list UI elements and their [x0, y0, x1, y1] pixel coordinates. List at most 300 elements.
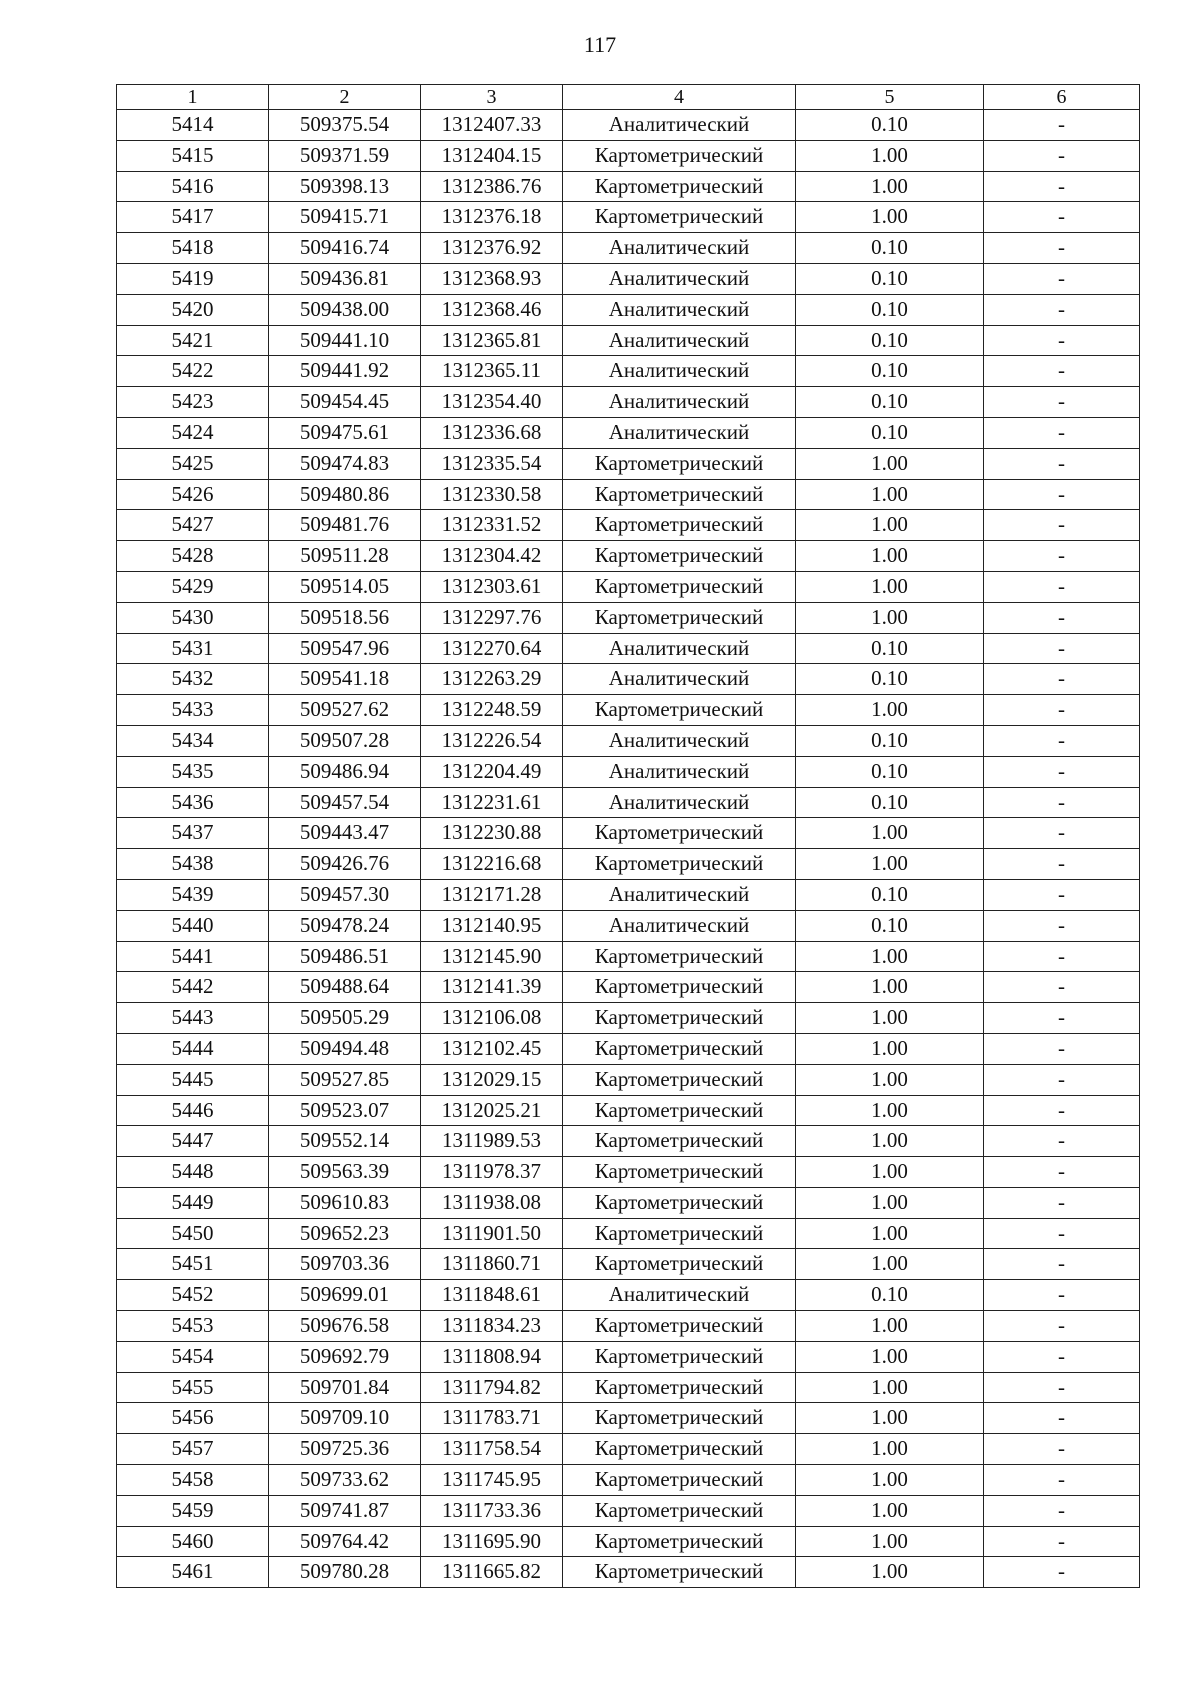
table-row — [117, 695, 1140, 726]
accuracy-cell: 0.10 — [796, 756, 984, 787]
accuracy-cell: 1.00 — [796, 1126, 984, 1157]
method-cell: Аналитический — [563, 417, 796, 448]
note-cell: - — [984, 941, 1140, 972]
note-cell: - — [984, 1557, 1140, 1588]
accuracy-cell: 0.10 — [796, 879, 984, 910]
y-coordinate-cell: 1312335.54 — [421, 448, 563, 479]
point-number-cell: 5459 — [117, 1495, 269, 1526]
method-cell: Картометрический — [563, 1157, 796, 1188]
method-cell: Картометрический — [563, 1495, 796, 1526]
note-cell: - — [984, 695, 1140, 726]
method-cell: Картометрический — [563, 1064, 796, 1095]
y-coordinate-cell: 1311808.94 — [421, 1341, 563, 1372]
note-cell: - — [984, 910, 1140, 941]
method-cell: Аналитический — [563, 325, 796, 356]
note-cell: - — [984, 387, 1140, 418]
accuracy-cell: 1.00 — [796, 1064, 984, 1095]
coordinates-table — [116, 84, 1140, 1588]
accuracy-cell: 1.00 — [796, 140, 984, 171]
note-cell: - — [984, 1526, 1140, 1557]
y-coordinate-cell: 1312270.64 — [421, 633, 563, 664]
note-cell: - — [984, 879, 1140, 910]
point-number-cell: 5417 — [117, 202, 269, 233]
table-row — [117, 1033, 1140, 1064]
accuracy-cell: 1.00 — [796, 510, 984, 541]
page-number: 117 — [583, 32, 617, 57]
y-coordinate-cell: 1312368.46 — [421, 294, 563, 325]
x-coordinate-cell: 509701.84 — [269, 1372, 421, 1403]
table-row — [117, 202, 1140, 233]
x-coordinate-cell: 509725.36 — [269, 1434, 421, 1465]
method-cell: Картометрический — [563, 1403, 796, 1434]
note-cell: - — [984, 1157, 1140, 1188]
method-cell: Аналитический — [563, 1280, 796, 1311]
y-coordinate-cell: 1311665.82 — [421, 1557, 563, 1588]
note-cell: - — [984, 1249, 1140, 1280]
point-number-cell: 5429 — [117, 571, 269, 602]
accuracy-cell: 1.00 — [796, 1434, 984, 1465]
table-row — [117, 1280, 1140, 1311]
point-number-cell: 5415 — [117, 140, 269, 171]
x-coordinate-cell: 509481.76 — [269, 510, 421, 541]
x-coordinate-cell: 509486.94 — [269, 756, 421, 787]
table-body — [117, 110, 1140, 1588]
method-cell: Аналитический — [563, 879, 796, 910]
point-number-cell: 5449 — [117, 1187, 269, 1218]
note-cell: - — [984, 633, 1140, 664]
y-coordinate-cell: 1312029.15 — [421, 1064, 563, 1095]
accuracy-cell: 0.10 — [796, 263, 984, 294]
method-cell: Аналитический — [563, 725, 796, 756]
note-cell: - — [984, 725, 1140, 756]
point-number-cell: 5444 — [117, 1033, 269, 1064]
method-cell: Аналитический — [563, 263, 796, 294]
y-coordinate-cell: 1312025.21 — [421, 1095, 563, 1126]
table-row — [117, 1095, 1140, 1126]
point-number-cell: 5458 — [117, 1465, 269, 1496]
x-coordinate-cell: 509457.30 — [269, 879, 421, 910]
accuracy-cell: 0.10 — [796, 387, 984, 418]
x-coordinate-cell: 509523.07 — [269, 1095, 421, 1126]
table-row — [117, 1126, 1140, 1157]
x-coordinate-cell: 509415.71 — [269, 202, 421, 233]
y-coordinate-cell: 1312376.18 — [421, 202, 563, 233]
y-coordinate-cell: 1311848.61 — [421, 1280, 563, 1311]
y-coordinate-cell: 1311758.54 — [421, 1434, 563, 1465]
point-number-cell: 5436 — [117, 787, 269, 818]
table-row — [117, 356, 1140, 387]
x-coordinate-cell: 509375.54 — [269, 110, 421, 141]
point-number-cell: 5433 — [117, 695, 269, 726]
accuracy-cell: 1.00 — [796, 1341, 984, 1372]
y-coordinate-cell: 1312304.42 — [421, 541, 563, 572]
note-cell: - — [984, 479, 1140, 510]
x-coordinate-cell: 509652.23 — [269, 1218, 421, 1249]
accuracy-cell: 0.10 — [796, 294, 984, 325]
method-cell: Картометрический — [563, 1095, 796, 1126]
point-number-cell: 5453 — [117, 1311, 269, 1342]
note-cell: - — [984, 1095, 1140, 1126]
x-coordinate-cell: 509416.74 — [269, 233, 421, 264]
x-coordinate-cell: 509552.14 — [269, 1126, 421, 1157]
y-coordinate-cell: 1312102.45 — [421, 1033, 563, 1064]
method-cell: Картометрический — [563, 1218, 796, 1249]
x-coordinate-cell: 509436.81 — [269, 263, 421, 294]
accuracy-cell: 0.10 — [796, 325, 984, 356]
x-coordinate-cell: 509511.28 — [269, 541, 421, 572]
note-cell: - — [984, 756, 1140, 787]
method-cell: Картометрический — [563, 171, 796, 202]
method-cell: Картометрический — [563, 941, 796, 972]
column-header-4: 4 — [563, 85, 796, 110]
table-row — [117, 387, 1140, 418]
coordinates-table-container — [116, 84, 1139, 1588]
method-cell: Картометрический — [563, 479, 796, 510]
point-number-cell: 5445 — [117, 1064, 269, 1095]
method-cell: Картометрический — [563, 1372, 796, 1403]
table-row — [117, 1003, 1140, 1034]
table-row — [117, 1064, 1140, 1095]
table-row — [117, 1465, 1140, 1496]
method-cell: Аналитический — [563, 233, 796, 264]
note-cell: - — [984, 417, 1140, 448]
x-coordinate-cell: 509764.42 — [269, 1526, 421, 1557]
note-cell: - — [984, 294, 1140, 325]
accuracy-cell: 1.00 — [796, 849, 984, 880]
note-cell: - — [984, 1126, 1140, 1157]
x-coordinate-cell: 509518.56 — [269, 602, 421, 633]
x-coordinate-cell: 509676.58 — [269, 1311, 421, 1342]
table-row — [117, 541, 1140, 572]
point-number-cell: 5430 — [117, 602, 269, 633]
accuracy-cell: 0.10 — [796, 233, 984, 264]
method-cell: Картометрический — [563, 140, 796, 171]
x-coordinate-cell: 509426.76 — [269, 849, 421, 880]
x-coordinate-cell: 509699.01 — [269, 1280, 421, 1311]
y-coordinate-cell: 1311860.71 — [421, 1249, 563, 1280]
accuracy-cell: 1.00 — [796, 1218, 984, 1249]
table-row — [117, 479, 1140, 510]
method-cell: Картометрический — [563, 1526, 796, 1557]
y-coordinate-cell: 1312171.28 — [421, 879, 563, 910]
x-coordinate-cell: 509703.36 — [269, 1249, 421, 1280]
y-coordinate-cell: 1312231.61 — [421, 787, 563, 818]
accuracy-cell: 1.00 — [796, 818, 984, 849]
point-number-cell: 5431 — [117, 633, 269, 664]
point-number-cell: 5456 — [117, 1403, 269, 1434]
point-number-cell: 5432 — [117, 664, 269, 695]
method-cell: Картометрический — [563, 448, 796, 479]
y-coordinate-cell: 1312331.52 — [421, 510, 563, 541]
note-cell: - — [984, 1280, 1140, 1311]
y-coordinate-cell: 1312140.95 — [421, 910, 563, 941]
note-cell: - — [984, 325, 1140, 356]
x-coordinate-cell: 509441.10 — [269, 325, 421, 356]
y-coordinate-cell: 1311989.53 — [421, 1126, 563, 1157]
x-coordinate-cell: 509610.83 — [269, 1187, 421, 1218]
table-row — [117, 1372, 1140, 1403]
table-row — [117, 263, 1140, 294]
x-coordinate-cell: 509780.28 — [269, 1557, 421, 1588]
column-header-6: 6 — [984, 85, 1140, 110]
column-header-3: 3 — [421, 85, 563, 110]
note-cell: - — [984, 787, 1140, 818]
x-coordinate-cell: 509474.83 — [269, 448, 421, 479]
accuracy-cell: 0.10 — [796, 910, 984, 941]
table-row — [117, 1526, 1140, 1557]
table-row — [117, 1311, 1140, 1342]
y-coordinate-cell: 1312330.58 — [421, 479, 563, 510]
point-number-cell: 5448 — [117, 1157, 269, 1188]
x-coordinate-cell: 509443.47 — [269, 818, 421, 849]
y-coordinate-cell: 1312145.90 — [421, 941, 563, 972]
method-cell: Аналитический — [563, 787, 796, 818]
point-number-cell: 5426 — [117, 479, 269, 510]
method-cell: Картометрический — [563, 571, 796, 602]
y-coordinate-cell: 1311783.71 — [421, 1403, 563, 1434]
column-header-1: 1 — [117, 85, 269, 110]
accuracy-cell: 1.00 — [796, 602, 984, 633]
table-header-row — [117, 85, 1140, 110]
table-row — [117, 417, 1140, 448]
table-row — [117, 510, 1140, 541]
note-cell: - — [984, 1218, 1140, 1249]
note-cell: - — [984, 1003, 1140, 1034]
point-number-cell: 5447 — [117, 1126, 269, 1157]
method-cell: Картометрический — [563, 1465, 796, 1496]
table-row — [117, 1341, 1140, 1372]
table-row — [117, 1403, 1140, 1434]
accuracy-cell: 1.00 — [796, 1249, 984, 1280]
method-cell: Картометрический — [563, 1311, 796, 1342]
table-row — [117, 1187, 1140, 1218]
x-coordinate-cell: 509527.85 — [269, 1064, 421, 1095]
note-cell: - — [984, 1403, 1140, 1434]
method-cell: Картометрический — [563, 1341, 796, 1372]
method-cell: Картометрический — [563, 1557, 796, 1588]
accuracy-cell: 1.00 — [796, 171, 984, 202]
method-cell: Картометрический — [563, 972, 796, 1003]
table-row — [117, 756, 1140, 787]
method-cell: Картометрический — [563, 541, 796, 572]
y-coordinate-cell: 1312141.39 — [421, 972, 563, 1003]
accuracy-cell: 1.00 — [796, 479, 984, 510]
y-coordinate-cell: 1312368.93 — [421, 263, 563, 294]
table-row — [117, 849, 1140, 880]
y-coordinate-cell: 1312248.59 — [421, 695, 563, 726]
note-cell: - — [984, 1465, 1140, 1496]
x-coordinate-cell: 509478.24 — [269, 910, 421, 941]
accuracy-cell: 1.00 — [796, 1311, 984, 1342]
table-row — [117, 1495, 1140, 1526]
note-cell: - — [984, 233, 1140, 264]
accuracy-cell: 0.10 — [796, 664, 984, 695]
accuracy-cell: 1.00 — [796, 448, 984, 479]
point-number-cell: 5427 — [117, 510, 269, 541]
point-number-cell: 5457 — [117, 1434, 269, 1465]
table-row — [117, 910, 1140, 941]
note-cell: - — [984, 202, 1140, 233]
table-row — [117, 664, 1140, 695]
point-number-cell: 5452 — [117, 1280, 269, 1311]
point-number-cell: 5425 — [117, 448, 269, 479]
method-cell: Картометрический — [563, 510, 796, 541]
point-number-cell: 5439 — [117, 879, 269, 910]
method-cell: Картометрический — [563, 1249, 796, 1280]
accuracy-cell: 1.00 — [796, 1403, 984, 1434]
table-row — [117, 633, 1140, 664]
point-number-cell: 5446 — [117, 1095, 269, 1126]
accuracy-cell: 1.00 — [796, 972, 984, 1003]
method-cell: Картометрический — [563, 818, 796, 849]
y-coordinate-cell: 1312297.76 — [421, 602, 563, 633]
note-cell: - — [984, 972, 1140, 1003]
point-number-cell: 5423 — [117, 387, 269, 418]
point-number-cell: 5420 — [117, 294, 269, 325]
point-number-cell: 5437 — [117, 818, 269, 849]
point-number-cell: 5421 — [117, 325, 269, 356]
point-number-cell: 5443 — [117, 1003, 269, 1034]
accuracy-cell: 1.00 — [796, 202, 984, 233]
column-header-5: 5 — [796, 85, 984, 110]
accuracy-cell: 1.00 — [796, 541, 984, 572]
method-cell: Аналитический — [563, 664, 796, 695]
table-row — [117, 787, 1140, 818]
point-number-cell: 5440 — [117, 910, 269, 941]
method-cell: Картометрический — [563, 602, 796, 633]
method-cell: Картометрический — [563, 849, 796, 880]
method-cell: Аналитический — [563, 633, 796, 664]
table-row — [117, 602, 1140, 633]
x-coordinate-cell: 509371.59 — [269, 140, 421, 171]
note-cell: - — [984, 664, 1140, 695]
note-cell: - — [984, 1033, 1140, 1064]
accuracy-cell: 1.00 — [796, 1465, 984, 1496]
table-row — [117, 171, 1140, 202]
method-cell: Аналитический — [563, 387, 796, 418]
note-cell: - — [984, 448, 1140, 479]
method-cell: Аналитический — [563, 910, 796, 941]
accuracy-cell: 1.00 — [796, 1495, 984, 1526]
x-coordinate-cell: 509563.39 — [269, 1157, 421, 1188]
note-cell: - — [984, 1187, 1140, 1218]
table-row — [117, 140, 1140, 171]
point-number-cell: 5450 — [117, 1218, 269, 1249]
point-number-cell: 5455 — [117, 1372, 269, 1403]
note-cell: - — [984, 263, 1140, 294]
note-cell: - — [984, 571, 1140, 602]
point-number-cell: 5416 — [117, 171, 269, 202]
point-number-cell: 5460 — [117, 1526, 269, 1557]
y-coordinate-cell: 1312226.54 — [421, 725, 563, 756]
x-coordinate-cell: 509457.54 — [269, 787, 421, 818]
method-cell: Аналитический — [563, 356, 796, 387]
x-coordinate-cell: 509733.62 — [269, 1465, 421, 1496]
method-cell: Аналитический — [563, 294, 796, 325]
y-coordinate-cell: 1312336.68 — [421, 417, 563, 448]
method-cell: Картометрический — [563, 695, 796, 726]
y-coordinate-cell: 1312354.40 — [421, 387, 563, 418]
method-cell: Аналитический — [563, 756, 796, 787]
method-cell: Картометрический — [563, 1187, 796, 1218]
point-number-cell: 5414 — [117, 110, 269, 141]
note-cell: - — [984, 849, 1140, 880]
point-number-cell: 5441 — [117, 941, 269, 972]
y-coordinate-cell: 1312404.15 — [421, 140, 563, 171]
point-number-cell: 5435 — [117, 756, 269, 787]
y-coordinate-cell: 1312263.29 — [421, 664, 563, 695]
y-coordinate-cell: 1311938.08 — [421, 1187, 563, 1218]
point-number-cell: 5428 — [117, 541, 269, 572]
note-cell: - — [984, 602, 1140, 633]
note-cell: - — [984, 818, 1140, 849]
x-coordinate-cell: 509541.18 — [269, 664, 421, 695]
accuracy-cell: 1.00 — [796, 1157, 984, 1188]
accuracy-cell: 0.10 — [796, 356, 984, 387]
table-row — [117, 818, 1140, 849]
accuracy-cell: 1.00 — [796, 1033, 984, 1064]
table-row — [117, 1249, 1140, 1280]
method-cell: Картометрический — [563, 1126, 796, 1157]
y-coordinate-cell: 1312365.11 — [421, 356, 563, 387]
point-number-cell: 5418 — [117, 233, 269, 264]
x-coordinate-cell: 509486.51 — [269, 941, 421, 972]
table-row — [117, 233, 1140, 264]
x-coordinate-cell: 509488.64 — [269, 972, 421, 1003]
table-row — [117, 110, 1140, 141]
note-cell: - — [984, 110, 1140, 141]
point-number-cell: 5419 — [117, 263, 269, 294]
x-coordinate-cell: 509441.92 — [269, 356, 421, 387]
accuracy-cell: 1.00 — [796, 1095, 984, 1126]
table-row — [117, 1557, 1140, 1588]
y-coordinate-cell: 1311834.23 — [421, 1311, 563, 1342]
y-coordinate-cell: 1312106.08 — [421, 1003, 563, 1034]
note-cell: - — [984, 541, 1140, 572]
method-cell: Картометрический — [563, 1033, 796, 1064]
y-coordinate-cell: 1311794.82 — [421, 1372, 563, 1403]
method-cell: Картометрический — [563, 202, 796, 233]
note-cell: - — [984, 1311, 1140, 1342]
x-coordinate-cell: 509527.62 — [269, 695, 421, 726]
method-cell: Аналитический — [563, 110, 796, 141]
y-coordinate-cell: 1311978.37 — [421, 1157, 563, 1188]
note-cell: - — [984, 1434, 1140, 1465]
x-coordinate-cell: 509547.96 — [269, 633, 421, 664]
accuracy-cell: 1.00 — [796, 1526, 984, 1557]
x-coordinate-cell: 509692.79 — [269, 1341, 421, 1372]
accuracy-cell: 0.10 — [796, 725, 984, 756]
note-cell: - — [984, 1495, 1140, 1526]
accuracy-cell: 1.00 — [796, 1372, 984, 1403]
table-row — [117, 294, 1140, 325]
point-number-cell: 5454 — [117, 1341, 269, 1372]
table-row — [117, 879, 1140, 910]
point-number-cell: 5424 — [117, 417, 269, 448]
accuracy-cell: 1.00 — [796, 571, 984, 602]
x-coordinate-cell: 509505.29 — [269, 1003, 421, 1034]
note-cell: - — [984, 171, 1140, 202]
table-row — [117, 325, 1140, 356]
x-coordinate-cell: 509709.10 — [269, 1403, 421, 1434]
y-coordinate-cell: 1312407.33 — [421, 110, 563, 141]
y-coordinate-cell: 1312376.92 — [421, 233, 563, 264]
y-coordinate-cell: 1312230.88 — [421, 818, 563, 849]
note-cell: - — [984, 140, 1140, 171]
accuracy-cell: 0.10 — [796, 417, 984, 448]
y-coordinate-cell: 1312365.81 — [421, 325, 563, 356]
table-row — [117, 1218, 1140, 1249]
